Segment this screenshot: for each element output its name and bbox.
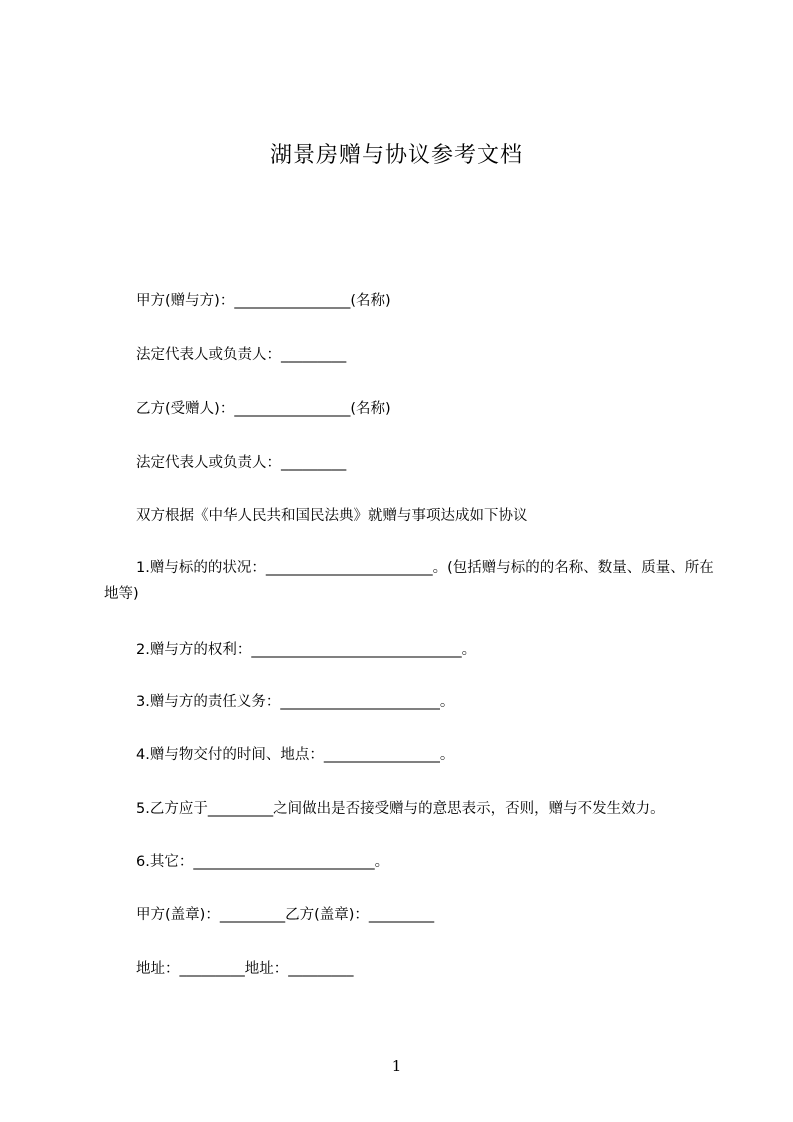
clause-1-gift-subject: 1.赠与标的的状况：_______________________。(包括赠与标的的名称、数量、质量、所在地等)	[104, 560, 714, 602]
document-title: 湖景房赠与协议参考文档	[269, 143, 523, 168]
clause-2-donor-rights: 2.赠与方的权利：_____________________________。	[136, 642, 477, 658]
clause-6-other: 6.其它：_________________________。	[136, 854, 390, 870]
page-number: 1	[391, 1057, 402, 1075]
address-line: 地址：_________地址：_________	[136, 961, 354, 977]
clause-3-donor-obligations: 3.赠与方的责任义务：______________________。	[136, 694, 455, 710]
party-b-line: 乙方(受赠人)：________________(名称)	[136, 401, 391, 417]
party-b-representative-line: 法定代表人或负责人：_________	[136, 455, 347, 471]
clause-5-acceptance: 5.乙方应于_________之间做出是否接受赠与的意思表示，否则，赠与不发生效力。	[136, 801, 665, 817]
clause-4-delivery: 4.赠与物交付的时间、地点：________________。	[136, 747, 455, 763]
party-a-representative-line: 法定代表人或负责人：_________	[136, 347, 347, 363]
party-a-line: 甲方(赠与方)：________________(名称)	[136, 293, 391, 309]
agreement-intro: 双方根据《中华人民共和国民法典》就赠与事项达成如下协议	[136, 508, 528, 524]
signature-line: 甲方(盖章)：_________乙方(盖章)：_________	[136, 907, 435, 923]
